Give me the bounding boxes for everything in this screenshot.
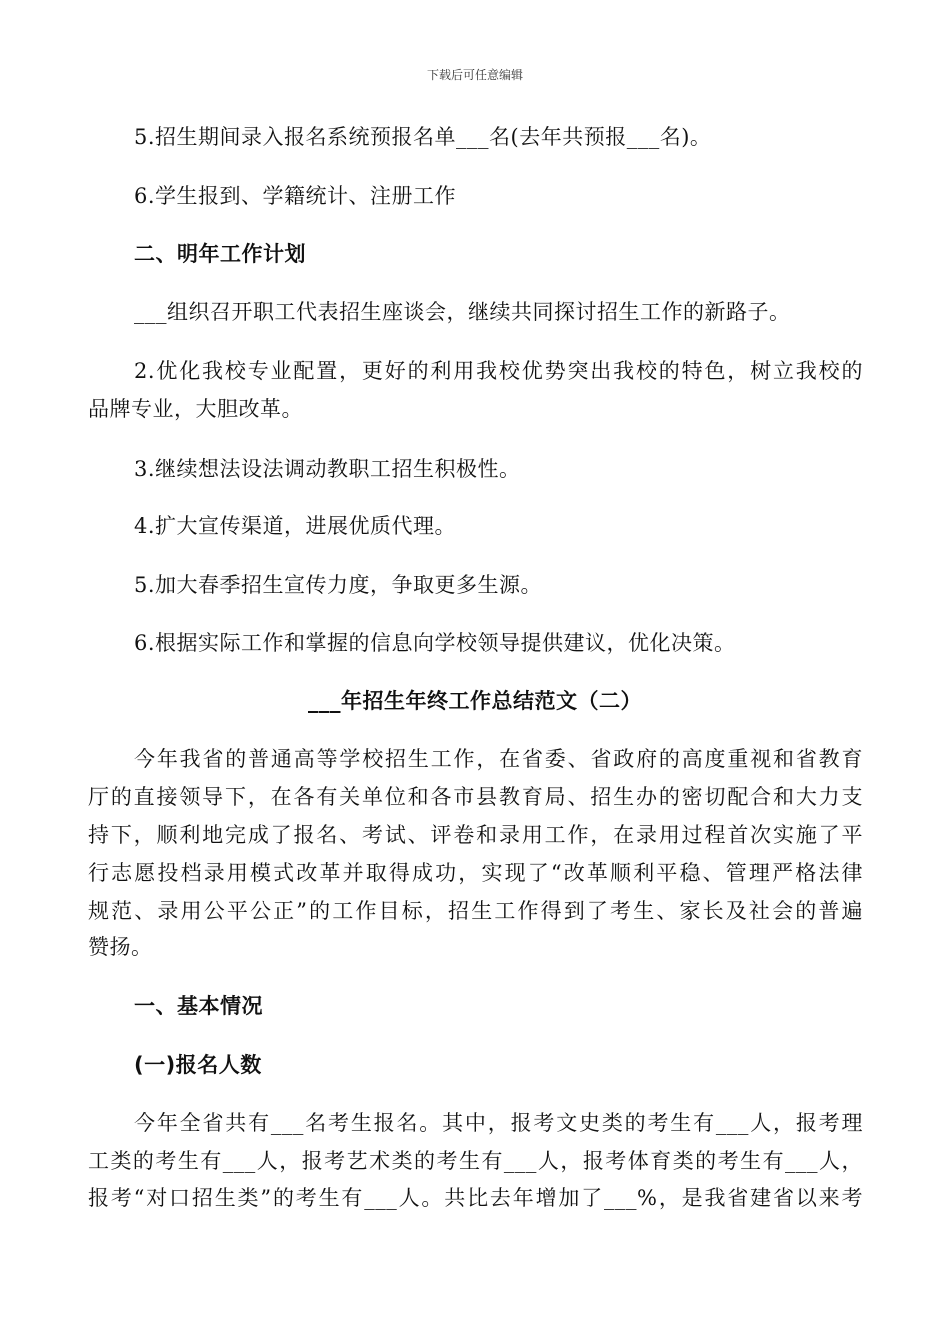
section-heading: 一、基本情况 bbox=[134, 994, 263, 1018]
list-item: 5.加大春季招生宣传力度，争取更多生源。 bbox=[134, 573, 543, 597]
list-item: 4.扩大宣传渠道，进展优质代理。 bbox=[134, 514, 457, 538]
paragraph-line: 规范、录用公平公正”的工作目标，招生工作得到了考生、家长及社会的普遍 bbox=[88, 899, 863, 923]
subsection-heading: (一)报名人数 bbox=[134, 1053, 262, 1077]
paragraph-line: 报考“对口招生类”的考生有___人。共比去年增加了___%，是我省建省以来考 bbox=[88, 1186, 863, 1210]
paragraph-line: 工类的考生有___人，报考艺术类的考生有___人，报考体育类的考生有___人， bbox=[88, 1149, 863, 1173]
paragraph-line: 今年我省的普通高等学校招生工作，在省委、省政府的高度重视和省教育 bbox=[134, 747, 863, 771]
list-item: 6.根据实际工作和掌握的信息向学校领导提供建议，优化决策。 bbox=[134, 631, 736, 655]
article-title: ___年招生年终工作总结范文（二） bbox=[308, 689, 642, 713]
paragraph-line: 今年全省共有___名考生报名。其中，报考文史类的考生有___人，报考理 bbox=[134, 1111, 863, 1135]
paragraph-line: 赞扬。 bbox=[88, 935, 153, 959]
list-item: ___组织召开职工代表招生座谈会，继续共同探讨招生工作的新路子。 bbox=[134, 300, 791, 324]
list-item: 6.学生报到、学籍统计、注册工作 bbox=[134, 184, 457, 208]
page-header: 下载后可任意编辑 bbox=[426, 68, 523, 82]
paragraph-line: 持下，顺利地完成了报名、考试、评卷和录用工作，在录用过程首次实施了平 bbox=[88, 823, 863, 847]
list-item: 3.继续想法设法调动教职工招生积极性。 bbox=[134, 457, 521, 481]
list-item: 2.优化我校专业配置，更好的利用我校优势突出我校的特色，树立我校的 bbox=[134, 359, 863, 383]
paragraph-line: 厅的直接领导下，在各有关单位和各市县教育局、招生办的密切配合和大力支 bbox=[88, 785, 863, 809]
section-heading: 二、明年工作计划 bbox=[134, 242, 306, 266]
paragraph-line: 行志愿投档录用模式改革并取得成功，实现了“改革顺利平稳、管理严格法律 bbox=[88, 861, 863, 885]
list-item-continuation: 品牌专业，大胆改革。 bbox=[88, 397, 303, 421]
list-item: 5.招生期间录入报名系统预报名单___名(去年共预报___名)。 bbox=[134, 125, 712, 149]
